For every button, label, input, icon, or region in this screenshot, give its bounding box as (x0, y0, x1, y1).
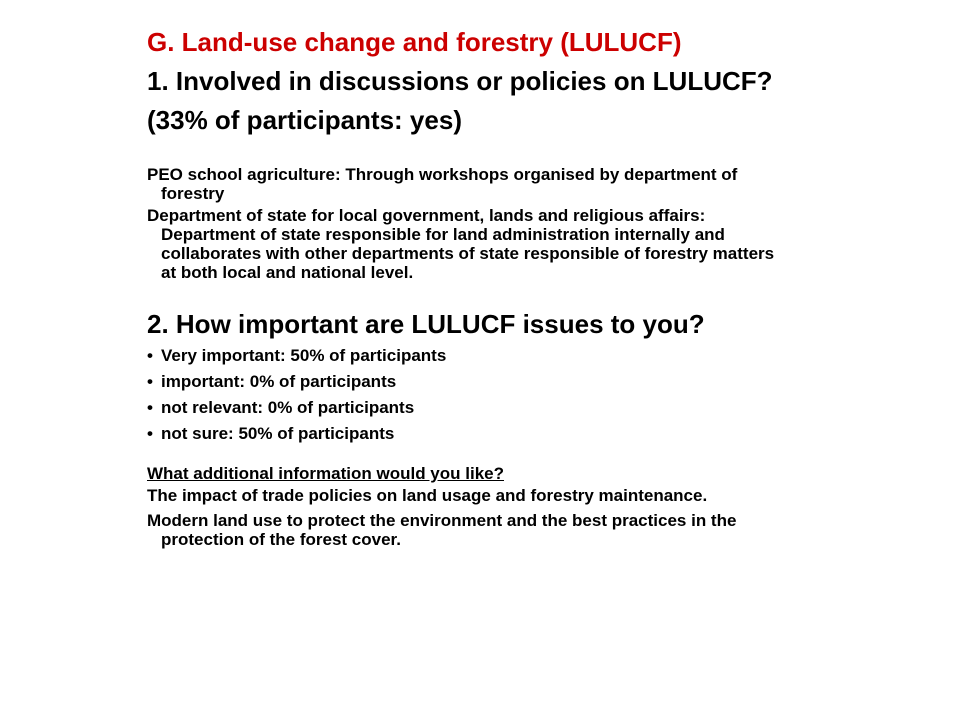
response-peo-school: PEO school agriculture: Through workshops organised by department of forestry (147, 165, 738, 203)
bullet-icon: • (147, 398, 153, 417)
bullet-icon: • (147, 346, 153, 365)
question-1-percent: (33% of participants: yes) (147, 105, 462, 135)
list-item-text: not sure: 50% of participants (161, 424, 395, 443)
bullet-icon: • (147, 372, 153, 391)
question-1-heading: 1. Involved in discussions or policies on LULUCF? (147, 66, 773, 96)
response-department-of-state: Department of state for local government, lands and religious affairs: Department of state responsible for land administration internally and collaborates with other departments of state responsible of forestry matters at both local and national level. (147, 206, 775, 282)
additional-info-answer: The impact of trade policies on land usage and forestry maintenance. (147, 486, 708, 505)
additional-info-answer: Modern land use to protect the environment and the best practices in the protection of the forest cover. (147, 511, 737, 549)
bullet-icon: • (147, 424, 153, 443)
question-2-heading: 2. How important are LULUCF issues to you? (147, 309, 705, 339)
list-item-text: important: 0% of participants (161, 372, 397, 391)
slide-content (147, 28, 787, 549)
additional-info-heading: What additional information would you like? (147, 464, 504, 483)
list-item-text: not relevant: 0% of participants (161, 398, 415, 417)
list-item-text: Very important: 50% of participants (161, 346, 447, 365)
importance-list (147, 346, 787, 443)
list-item (147, 346, 787, 365)
slide-title: G. Land-use change and forestry (LULUCF) (147, 27, 682, 57)
list-item (147, 424, 787, 443)
list-item (147, 398, 787, 417)
list-item (147, 372, 787, 391)
